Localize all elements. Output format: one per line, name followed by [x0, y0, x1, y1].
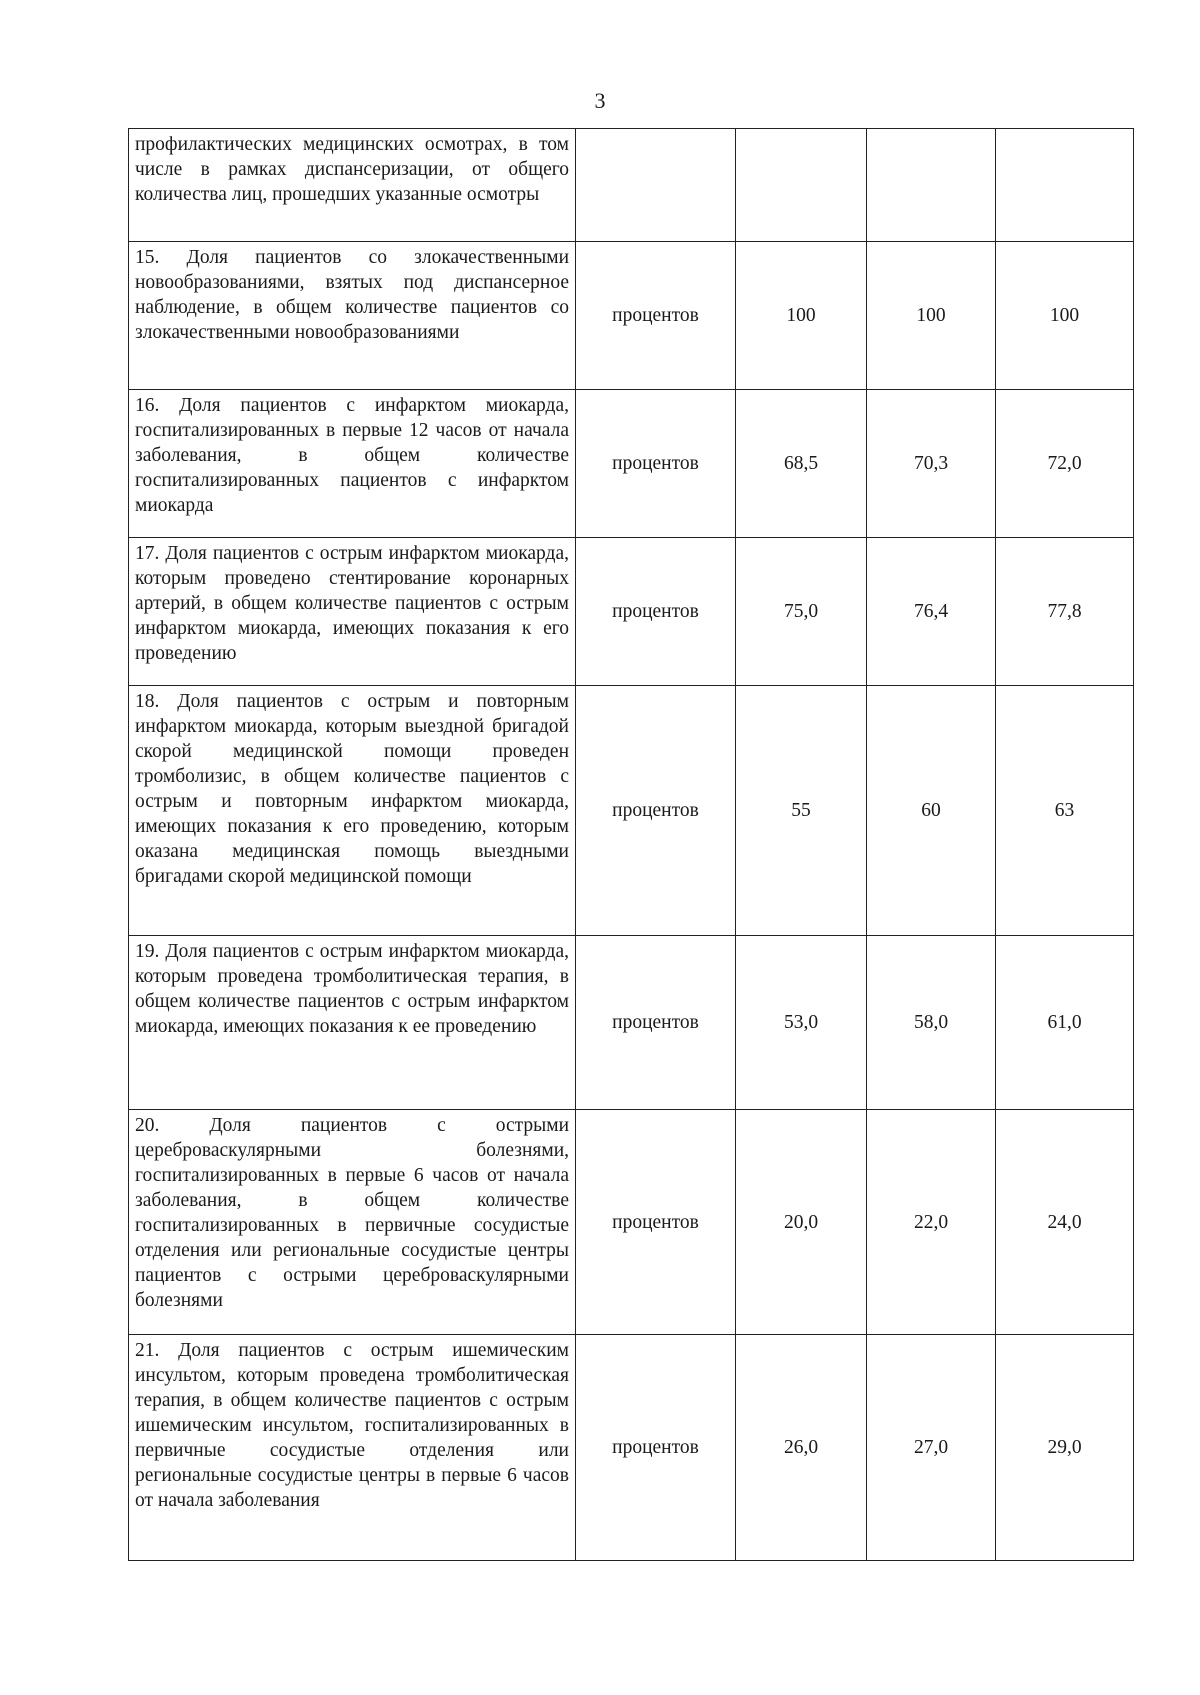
table-row	[129, 686, 1134, 936]
table-row	[129, 1335, 1134, 1561]
indicator-value-3: 29,0	[996, 1335, 1134, 1561]
indicator-value-2: 22,0	[867, 1110, 996, 1335]
indicator-description: 19. Доля пациентов с острым инфарктом миокарда, которым проведена тромболитическая терапия, в общем количестве пациентов с острым инфарктом миокарда, имеющих показания к ее проведению	[129, 936, 576, 1110]
indicator-unit: процентов	[576, 1335, 736, 1561]
indicator-value-3: 77,8	[996, 538, 1134, 686]
indicator-value-3: 72,0	[996, 390, 1134, 538]
indicator-value-3: 100	[996, 242, 1134, 390]
indicator-value-1: 26,0	[736, 1335, 867, 1561]
indicator-value-1: 53,0	[736, 936, 867, 1110]
table-row	[129, 390, 1134, 538]
indicator-value-1: 20,0	[736, 1110, 867, 1335]
table-row	[129, 936, 1134, 1110]
indicator-unit: процентов	[576, 936, 736, 1110]
indicator-unit: процентов	[576, 390, 736, 538]
indicator-value-1: 55	[736, 686, 867, 936]
indicator-description: 20. Доля пациентов с острыми цереброваскулярными болезнями, госпитализированных в первые 6 часов от начала заболевания, в общем количестве госпитализированных в первичные сосудистые отделения или региональные сосудистые центры пациентов с острыми цереброваскулярными болезнями	[129, 1110, 576, 1335]
indicator-value-1: 75,0	[736, 538, 867, 686]
indicator-unit: процентов	[576, 1110, 736, 1335]
indicator-value-3: 63	[996, 686, 1134, 936]
indicator-description: профилактических медицинских осмотрах, в том числе в рамках диспансеризации, от общего количества лиц, прошедших указанные осмотры	[129, 129, 576, 242]
indicator-value-2: 70,3	[867, 390, 996, 538]
indicator-unit: процентов	[576, 242, 736, 390]
indicator-unit: процентов	[576, 686, 736, 936]
indicator-value-3	[996, 129, 1134, 242]
table-row	[129, 242, 1134, 390]
indicator-value-2: 76,4	[867, 538, 996, 686]
indicator-value-2: 100	[867, 242, 996, 390]
indicator-value-3: 24,0	[996, 1110, 1134, 1335]
indicators-table	[128, 128, 1134, 1561]
indicator-value-1	[736, 129, 867, 242]
indicator-description: 17. Доля пациентов с острым инфарктом миокарда, которым проведено стентирование коронарных артерий, в общем количестве пациентов с острым инфарктом миокарда, имеющих показания к его проведению	[129, 538, 576, 686]
indicator-description: 16. Доля пациентов с инфарктом миокарда, госпитализированных в первые 12 часов от начала заболевания, в общем количестве госпитализированных пациентов с инфарктом миокарда	[129, 390, 576, 538]
indicator-value-2	[867, 129, 996, 242]
indicator-description: 15. Доля пациентов со злокачественными новообразованиями, взятых под диспансерное наблюдение, в общем количестве пациентов со злокачественными новообразованиями	[129, 242, 576, 390]
table-row	[129, 129, 1134, 242]
indicator-value-1: 100	[736, 242, 867, 390]
indicator-value-2: 58,0	[867, 936, 996, 1110]
page-number: 3	[594, 88, 606, 113]
indicator-value-1: 68,5	[736, 390, 867, 538]
table-row	[129, 538, 1134, 686]
indicator-value-2: 27,0	[867, 1335, 996, 1561]
indicator-unit: процентов	[576, 538, 736, 686]
indicator-description: 18. Доля пациентов с острым и повторным инфарктом миокарда, которым выездной бригадой скорой медицинской помощи проведен тромболизис, в общем количестве пациентов с острым и повторным инфарктом миокарда, имеющих показания к его проведению, которым оказана медицинская помощь выездными бригадами скорой медицинской помощи	[129, 686, 576, 936]
indicator-value-3: 61,0	[996, 936, 1134, 1110]
table-row	[129, 1110, 1134, 1335]
indicator-unit	[576, 129, 736, 242]
indicator-value-2: 60	[867, 686, 996, 936]
indicator-description: 21. Доля пациентов с острым ишемическим инсультом, которым проведена тромболитическая терапия, в общем количестве пациентов с острым ишемическим инсультом, госпитализированных в первичные сосудистые отделения или региональные сосудистые центры в первые 6 часов от начала заболевания	[129, 1335, 576, 1561]
